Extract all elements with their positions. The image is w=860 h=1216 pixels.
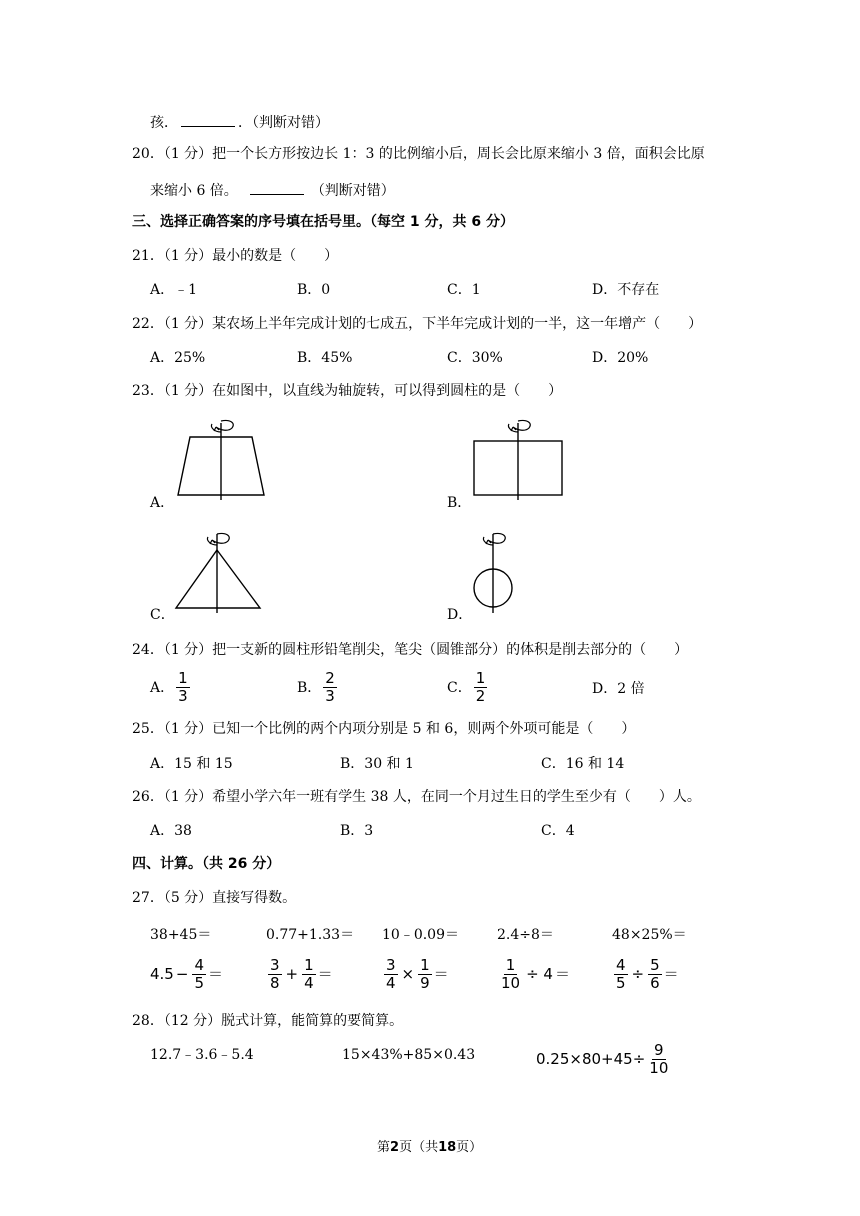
q24-stem: 24．（1 分）把一支新的圆柱形铅笔削尖，笔尖（圆锥部分）的体积是削去部分的（ ） (132, 642, 689, 658)
q21-option-c[interactable]: C．1 (447, 282, 481, 298)
q21-stem: 21．（1 分）最小的数是（ ） (132, 248, 339, 264)
denominator: 3 (178, 687, 188, 705)
q23-figure-d-circle (468, 528, 528, 613)
q28-stem: 28．（12 分）脱式计算，能简算的要简算。 (132, 1013, 404, 1029)
equals: ＝ (433, 965, 449, 983)
equals: ＝ (663, 965, 679, 983)
operator: ÷ (631, 965, 645, 983)
equals: ＝ (207, 965, 223, 983)
fraction (302, 958, 316, 991)
denominator: 2 (475, 687, 486, 705)
denominator: 10 (649, 1059, 669, 1077)
numerator: 5 (650, 956, 660, 974)
q19-answer-blank[interactable] (181, 113, 235, 127)
q23-figure-c-triangle (172, 528, 272, 613)
q27-expr-1: 38+45＝ (150, 927, 212, 943)
q20-answer-blank[interactable] (250, 181, 304, 195)
fraction (192, 958, 206, 991)
equals: ＝ (317, 965, 333, 983)
q25-option-b[interactable]: B．30 和 1 (340, 756, 414, 772)
equals: ＝ (554, 965, 570, 983)
lead-number: 4.5 (150, 965, 174, 983)
q24-option-c-letter: C． (447, 679, 472, 696)
numerator: 2 (325, 669, 335, 687)
footer-total-pages: 18 (438, 1140, 457, 1155)
q22-option-b[interactable]: B．45% (297, 350, 353, 366)
q22-option-c[interactable]: C．30% (447, 350, 503, 366)
denominator: 8 (270, 974, 280, 992)
numerator: 1 (420, 956, 430, 974)
q26-option-a[interactable]: A．38 (150, 823, 192, 839)
q24-option-a[interactable] (150, 671, 192, 704)
q28-expr-1: 12.7﹣3.6﹣5.4 (150, 1047, 254, 1063)
q28-expr-3 (536, 1043, 672, 1076)
q27-expr-2: 0.77+1.33＝ (266, 927, 355, 943)
operator: − (175, 965, 189, 983)
footer-post: 页） (456, 1140, 483, 1155)
q23-figure-a-trapezoid (170, 415, 270, 500)
q23-option-d[interactable]: D． (447, 607, 473, 623)
q28-expr-2: 15×43%+85×0.43 (342, 1047, 476, 1063)
section3-title: 三、选择正确答案的序号填在括号里。（每空 1 分，共 6 分） (132, 214, 514, 230)
fraction (268, 958, 282, 991)
q22-stem: 22．（1 分）某农场上半年完成计划的七成五，下半年完成计划的一半，这一年增产（ ） (132, 316, 703, 332)
q19-text-before: 孩． (150, 115, 178, 131)
numerator: 3 (386, 956, 396, 974)
q25-stem: 25．（1 分）已知一个比例的两个内项分别是 5 和 6，则两个外项可能是（ ） (132, 721, 636, 737)
q20-line1: 20．（1 分）把一个长方形按边长 1：3 的比例缩小后，周长会比原来缩小 3 倍，面积会比原 (132, 146, 705, 162)
q24-option-d-letter: D． (592, 681, 618, 697)
numerator: 4 (616, 956, 626, 974)
q21-option-d[interactable]: D．不存在 (592, 282, 660, 298)
numerator: 1 (178, 669, 188, 687)
q27-expr-6 (150, 958, 223, 991)
q24-option-c[interactable] (447, 671, 489, 704)
q24-option-d-text: 2 倍 (617, 681, 645, 697)
fraction (647, 1043, 670, 1076)
q27-expr-9 (497, 958, 570, 991)
footer-pre: 第 (377, 1140, 391, 1155)
numerator: 1 (475, 669, 486, 687)
q23-option-b[interactable]: B． (447, 495, 472, 511)
q24-option-b-fraction (323, 671, 337, 704)
lead-expression: 0.25×80+45÷ (536, 1050, 646, 1068)
q26-option-c[interactable]: C．4 (541, 823, 575, 839)
q27-expr-8 (382, 958, 449, 991)
q27-expr-4: 2.4÷8＝ (497, 927, 554, 943)
q20-text-after: （判断对错） (310, 183, 395, 199)
numerator: 9 (654, 1041, 664, 1059)
operator: + (285, 965, 299, 983)
q27-expr-3: 10﹣0.09＝ (382, 927, 459, 943)
q26-option-b[interactable]: B．3 (340, 823, 374, 839)
footer-mid: 页（共 (399, 1140, 439, 1155)
q24-option-a-fraction (176, 671, 190, 704)
q23-option-a[interactable]: A． (150, 495, 175, 511)
denominator: 3 (325, 687, 335, 705)
fraction (648, 958, 662, 991)
operator-tail: ÷ 4 (526, 965, 553, 983)
q27-expr-10 (612, 958, 679, 991)
denominator: 4 (386, 974, 396, 992)
denominator: 5 (194, 974, 204, 992)
q19-tail (150, 113, 329, 130)
q25-option-a[interactable]: A．15 和 15 (150, 756, 233, 772)
denominator: 10 (501, 974, 521, 992)
q20-line2 (150, 181, 395, 198)
numerator: 3 (270, 956, 280, 974)
q27-expr-5: 48×25%＝ (612, 927, 687, 943)
fraction (614, 958, 628, 991)
numerator: 1 (304, 956, 314, 974)
numerator: 1 (505, 956, 516, 974)
q23-option-c[interactable]: C． (150, 607, 175, 623)
fraction (418, 958, 432, 991)
q24-option-b-letter: B． (297, 679, 322, 696)
q22-option-a[interactable]: A．25% (150, 350, 206, 366)
fraction (384, 958, 398, 991)
operator: × (401, 965, 415, 983)
q24-option-a-letter: A． (150, 679, 175, 696)
q19-text-after: ．（判断对错） (238, 115, 329, 131)
footer-page-number: 2 (390, 1140, 400, 1155)
denominator: 6 (650, 974, 660, 992)
numerator: 4 (194, 956, 204, 974)
q25-option-c[interactable]: C．16 和 14 (541, 756, 625, 772)
q24-option-d[interactable] (592, 682, 645, 696)
fraction (499, 958, 522, 991)
q22-option-d[interactable]: D．20% (592, 350, 649, 366)
q27-stem: 27．（5 分）直接写得数。 (132, 890, 297, 906)
q21-option-a[interactable]: A．﹣1 (150, 282, 198, 298)
denominator: 4 (304, 974, 314, 992)
page-footer (377, 1141, 482, 1154)
q21-option-b[interactable]: B．0 (297, 282, 331, 298)
q27-expr-7 (266, 958, 333, 991)
denominator: 9 (420, 974, 430, 992)
q24-option-c-fraction (474, 671, 488, 704)
q20-text-before: 来缩小 6 倍。 (150, 183, 238, 199)
denominator: 5 (616, 974, 626, 992)
q23-figure-b-rectangle (468, 415, 568, 500)
q24-option-b[interactable] (297, 671, 339, 704)
section4-title: 四、计算。（共 26 分） (132, 856, 281, 872)
q23-stem: 23．（1 分）在如图中，以直线为轴旋转，可以得到圆柱的是（ ） (132, 383, 563, 399)
q26-stem: 26．（1 分）希望小学六年一班有学生 38 人，在同一个月过生日的学生至少有（ ）人。 (132, 789, 701, 805)
